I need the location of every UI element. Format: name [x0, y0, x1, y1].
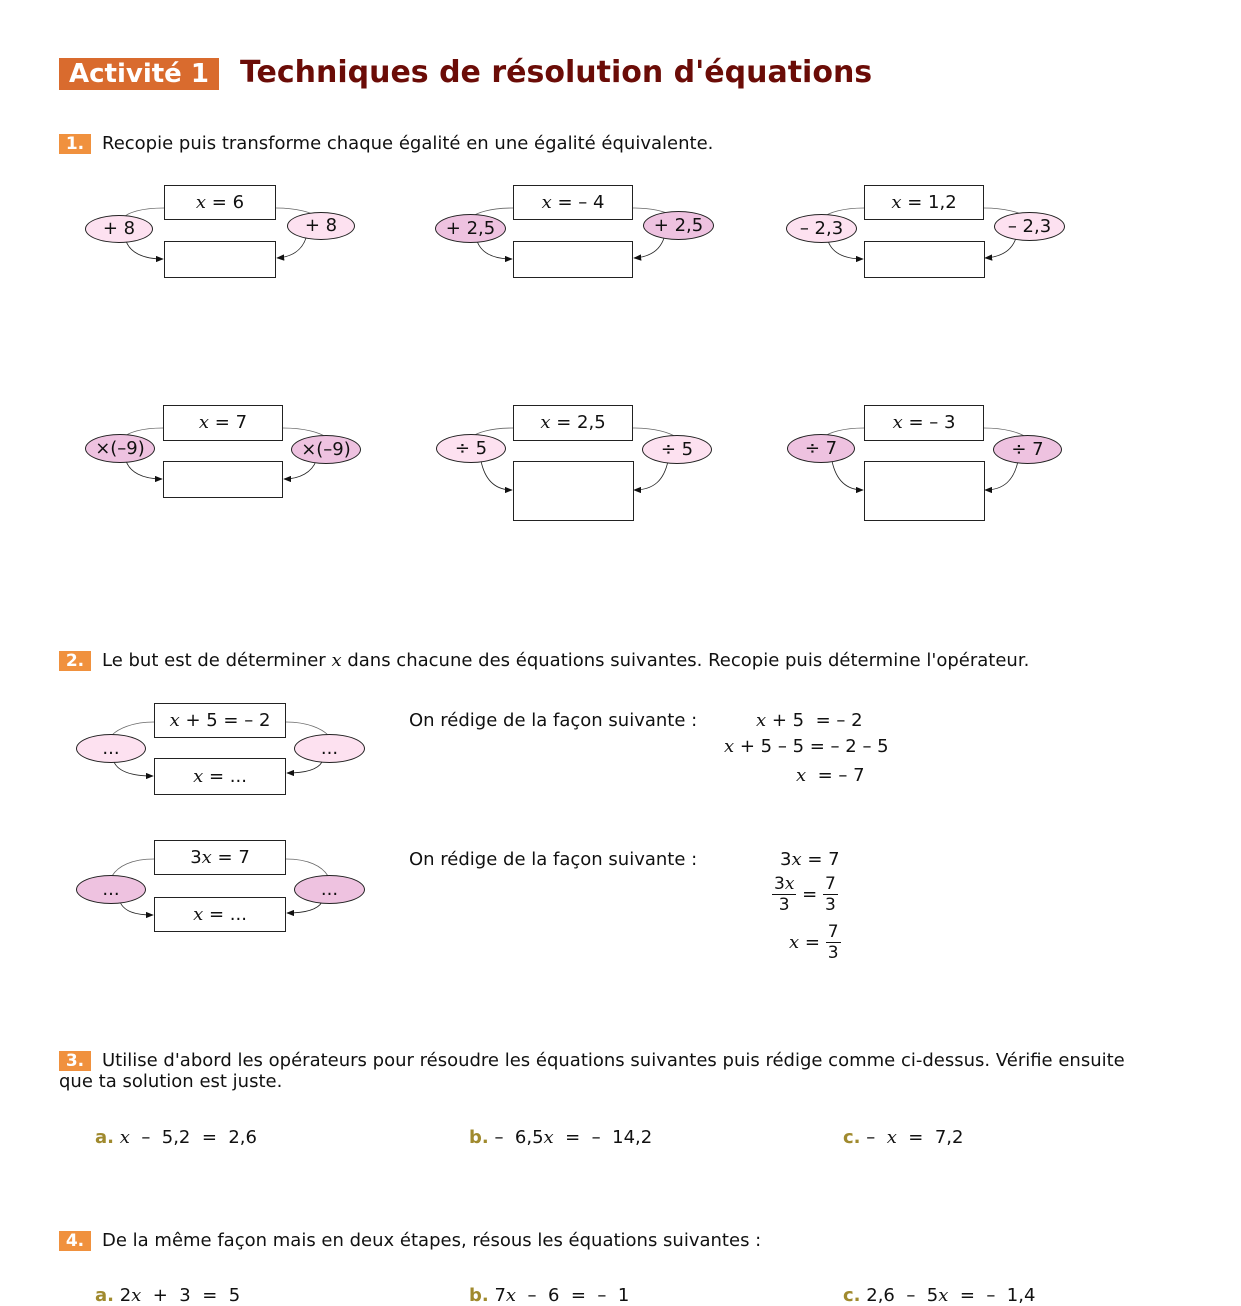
operator-oval-right: ÷ 5	[642, 435, 712, 464]
page-title: Techniques de résolution d'équations	[240, 55, 873, 90]
operator-oval-right: ×(–9)	[291, 435, 361, 464]
operator-oval-left: ×(–9)	[85, 434, 155, 463]
operator-oval-right: ÷ 7	[993, 435, 1062, 464]
operator-oval-left: ÷ 7	[787, 434, 855, 463]
fraction-lhs: $\frac{3x}{3}$	[774, 874, 795, 915]
operator-oval-left[interactable]: ...	[76, 875, 146, 904]
redaction-line: x + 5 = – 2	[756, 710, 863, 731]
operator-oval-left: + 2,5	[435, 214, 506, 243]
exercise-item-a: a. 2x + 3 = 5	[95, 1285, 241, 1306]
question-3-text-line1: Utilise d'abord les opérateurs pour résoudre les équations suivantes puis rédige comme ci-dessus. Vérifie ensuite	[102, 1050, 1125, 1071]
equation-box-top: x = 1,2	[864, 185, 984, 220]
question-2-number: 2.	[59, 651, 91, 671]
equation-box-top: x = – 4	[513, 185, 633, 220]
equation-box-top: x = 2,5	[513, 405, 633, 441]
operator-oval-right: – 2,3	[994, 212, 1065, 241]
operator-oval-left: ÷ 5	[436, 434, 506, 463]
exercise-item-b: b. 7x – 6 = – 1	[469, 1285, 630, 1306]
answer-box[interactable]	[163, 461, 283, 498]
question-1-text: Recopie puis transforme chaque égalité en une égalité équivalente.	[102, 133, 714, 154]
equation-box-top: 3x = 7	[154, 840, 286, 875]
operator-oval-right[interactable]: ...	[294, 875, 365, 904]
question-2-text: Le but est de déterminer x dans chacune des équations suivantes. Recopie puis détermine l'opérateur.	[102, 650, 1030, 671]
answer-box[interactable]: x = ...	[154, 758, 286, 795]
question-4-number: 4.	[59, 1231, 91, 1251]
question-3-text-line2: que ta solution est juste.	[59, 1071, 283, 1092]
operator-oval-right: + 8	[287, 212, 355, 240]
redaction-line: x + 5 – 5 = – 2 – 5	[724, 736, 889, 757]
answer-box[interactable]	[864, 461, 985, 521]
redaction-label-1: On rédige de la façon suivante :	[409, 710, 698, 731]
question-4-text: De la même façon mais en deux étapes, résous les équations suivantes :	[102, 1230, 762, 1251]
operator-oval-left: – 2,3	[786, 214, 857, 243]
redaction-fraction-line: x = $\frac{7}{3}$	[789, 922, 839, 963]
fraction-result: $\frac{7}{3}$	[827, 922, 839, 963]
operator-oval-right: + 2,5	[643, 211, 714, 240]
redaction-line: 3x = 7	[780, 849, 840, 870]
exercise-item-b: b. – 6,5x = – 14,2	[469, 1127, 653, 1148]
answer-box[interactable]	[513, 461, 634, 521]
answer-box[interactable]	[164, 241, 276, 278]
exercise-item-a: a. x – 5,2 = 2,6	[95, 1127, 257, 1148]
redaction-line: x = – 7	[796, 765, 865, 786]
activity-badge: Activité 1	[59, 58, 219, 90]
equation-box-top: x = – 3	[864, 405, 984, 441]
exercise-item-c: c. 2,6 – 5x = – 1,4	[843, 1285, 1036, 1306]
answer-box[interactable]	[513, 241, 633, 278]
equation-box-top: x = 6	[164, 185, 276, 220]
operator-oval-left[interactable]: ...	[76, 734, 146, 763]
equation-box-top: x = 7	[163, 405, 283, 441]
operator-oval-right[interactable]: ...	[294, 734, 365, 763]
equation-box-top: x + 5 = – 2	[154, 703, 286, 738]
operator-oval-left: + 8	[85, 215, 153, 243]
answer-box[interactable]: x = ...	[154, 897, 286, 932]
question-1-number: 1.	[59, 134, 91, 154]
fraction-rhs: $\frac{7}{3}$	[824, 874, 836, 915]
answer-box[interactable]	[864, 241, 985, 278]
redaction-label-2: On rédige de la façon suivante :	[409, 849, 698, 870]
question-3-number: 3.	[59, 1051, 91, 1071]
exercise-item-c: c. – x = 7,2	[843, 1127, 964, 1148]
redaction-fraction-line: $\frac{3x}{3}$ = $\frac{7}{3}$	[774, 874, 836, 915]
